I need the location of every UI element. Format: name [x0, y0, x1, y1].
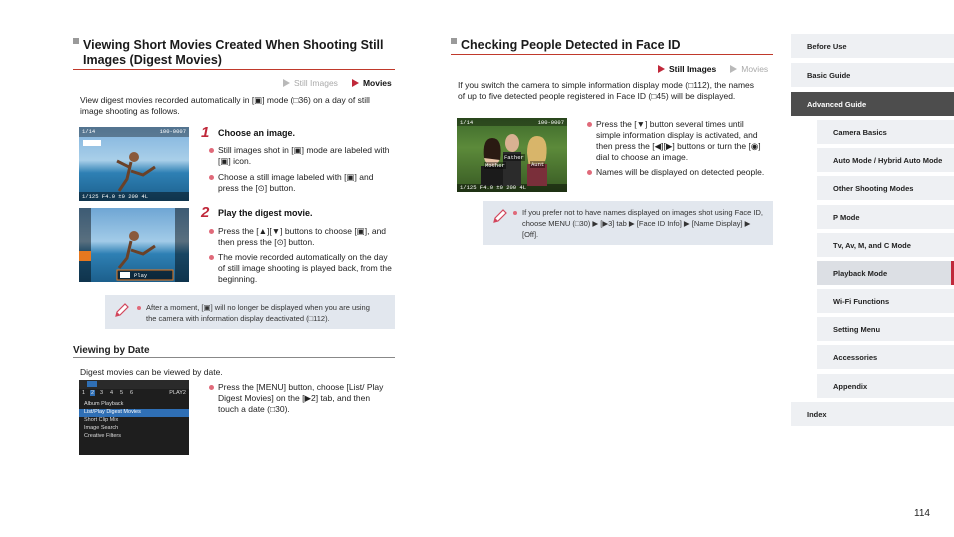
- digest-play-overlay: [79, 208, 189, 282]
- cam3-bottom: 1/125 F4.0 ±0 200 4L: [460, 184, 527, 191]
- step-2-bullet-2: The movie recorded automatically on the day of still image shooting is played back, from the beginning.: [209, 252, 397, 285]
- right-bullet-2: Names will be displayed on detected people.: [587, 167, 769, 178]
- nav-wifi-functions[interactable]: Wi-Fi Functions: [817, 289, 954, 313]
- nav-playback-mode-label: Playback Mode: [833, 268, 888, 278]
- right-note-text: If you prefer not to have names displayed on images shot using Face ID, choose MENU (□30) ▶ [▶3] tab ▶ [Face ID Info] ▶ [Name Display] ▶ [Off].: [513, 207, 763, 240]
- right-bullet-1: Press the [▼] button several times until simple information display is activated, and then press the [◀][▶] buttons or turn the [◉] dial to choose an image.: [587, 119, 769, 163]
- left-intro: View digest movies recorded automatically in [▣] mode (□36) on a day of still image shooting as follows.: [80, 95, 370, 116]
- nav-auto-mode[interactable]: Auto Mode / Hybrid Auto Mode: [817, 148, 954, 172]
- menu-tab-6[interactable]: 6: [130, 390, 134, 396]
- left-breadcrumb: [283, 78, 392, 88]
- triangle-icon: [283, 79, 290, 87]
- left-section-title: Viewing Short Movies Created When Shooting Still Images (Digest Movies): [83, 38, 393, 68]
- menu-tab-4[interactable]: 4: [110, 390, 114, 396]
- right-breadcrumb: [658, 64, 768, 74]
- triangle-icon: [352, 79, 359, 87]
- face-label-mother: Mother: [485, 162, 505, 169]
- cam3-top-left: 1/14: [460, 119, 474, 126]
- menu-item[interactable]: Short Clip Mix: [84, 417, 119, 423]
- crumb-still-images[interactable]: Still Images: [294, 78, 338, 88]
- nav-before-use[interactable]: Before Use: [791, 34, 954, 58]
- face-label-father: Father: [504, 154, 524, 161]
- sub-title-rule: [73, 357, 395, 358]
- pencil-note-icon: [113, 301, 131, 319]
- triangle-icon: [658, 65, 665, 73]
- nav-accessories[interactable]: Accessories: [817, 345, 954, 369]
- crumb-movies[interactable]: Movies: [362, 78, 392, 88]
- cam1-bottom: 1/125 F4.0 ±0 200 4L: [82, 193, 149, 200]
- cam2-play-label: Play: [134, 272, 148, 279]
- menu-item[interactable]: Image Search: [84, 425, 119, 431]
- nav-p-mode[interactable]: P Mode: [817, 205, 954, 229]
- menu-item-selected[interactable]: List/Play Digest Movies: [79, 409, 189, 417]
- nav-playback-mode[interactable]: [817, 261, 954, 285]
- cam1-top-left: 1/14: [82, 128, 96, 135]
- menu-tab-3[interactable]: 3: [100, 390, 104, 396]
- nav-other-shooting-modes[interactable]: Other Shooting Modes: [817, 176, 954, 200]
- camera-screen-digest-play: [79, 208, 189, 282]
- left-title-rule: [73, 69, 395, 70]
- viewing-by-date-intro: Digest movies can be viewed by date.: [80, 367, 223, 377]
- menu-item[interactable]: Album Playback: [84, 401, 124, 407]
- triangle-icon: [730, 65, 737, 73]
- nav-index[interactable]: Index: [791, 402, 954, 426]
- viewing-by-date-bullet: Press the [MENU] button, choose [List/ Play Digest Movies] on the [▶2] tab, and then touch a date (□30).: [209, 382, 391, 415]
- right-title-rule: [451, 54, 773, 55]
- step-2-number: 2: [201, 204, 210, 221]
- step-1-number: 1: [201, 124, 210, 141]
- menu-tab-row: [79, 380, 189, 389]
- nav-appendix[interactable]: Appendix: [817, 374, 954, 398]
- nav-setting-menu[interactable]: Setting Menu: [817, 317, 954, 341]
- menu-item-list: [79, 401, 189, 441]
- cam1-top-right: 100-0007: [159, 128, 186, 135]
- step-2-bullet-1: Press the [▲][▼] buttons to choose [▣], and then press the [⊙] button.: [209, 226, 397, 248]
- nav-camera-basics[interactable]: Camera Basics: [817, 120, 954, 144]
- face-label-aunt: Aunt: [531, 161, 545, 168]
- crumb-still-images-active[interactable]: Still Images: [669, 64, 717, 74]
- step-2-title: Play the digest movie.: [218, 208, 313, 218]
- menu-tab-1[interactable]: 1: [82, 390, 86, 396]
- menu-play2-label: PLAY2: [169, 390, 186, 396]
- viewing-by-date-title: Viewing by Date: [73, 345, 150, 356]
- camera-screen-photo: [79, 127, 189, 201]
- step-1-bullet-1: Still images shot in [▣] mode are labeled with [▣] icon.: [209, 145, 394, 167]
- menu-item[interactable]: Creative Filters: [84, 433, 121, 439]
- right-note-box: [483, 201, 773, 245]
- right-section-title: Checking People Detected in Face ID: [461, 38, 771, 53]
- camera-menu-screen: [79, 380, 189, 455]
- crumb-movies-inactive[interactable]: Movies: [741, 64, 769, 74]
- nav-advanced-guide[interactable]: Advanced Guide: [791, 92, 954, 116]
- pencil-note-icon: [491, 207, 509, 225]
- nav-basic-guide[interactable]: Basic Guide: [791, 63, 954, 87]
- camera-screen-face-id: [457, 118, 567, 192]
- menu-number-row: [79, 390, 189, 400]
- page-number: 114: [914, 508, 930, 519]
- play-tab-icon: [87, 381, 97, 387]
- boy-kicking-image: [79, 127, 189, 201]
- cam3-top-right: 100-0007: [537, 119, 564, 126]
- step-1-title: Choose an image.: [218, 128, 296, 138]
- step-1-bullet-2: Choose a still image labeled with [▣] and press the [⊙] button.: [209, 172, 394, 194]
- menu-tab-5[interactable]: 5: [120, 390, 124, 396]
- right-intro: If you switch the camera to simple information display mode (□112), the names of up to five detected people registered in Face ID (□45) will be displayed.: [458, 80, 754, 101]
- menu-tab-2[interactable]: 2: [91, 390, 95, 396]
- nav-tv-av-m-c-mode[interactable]: Tv, Av, M, and C Mode: [817, 233, 954, 257]
- left-note-box: [105, 295, 395, 329]
- left-note-text: After a moment, [▣] will no longer be displayed when you are using the camera with information display deactivated (□112).: [137, 302, 382, 324]
